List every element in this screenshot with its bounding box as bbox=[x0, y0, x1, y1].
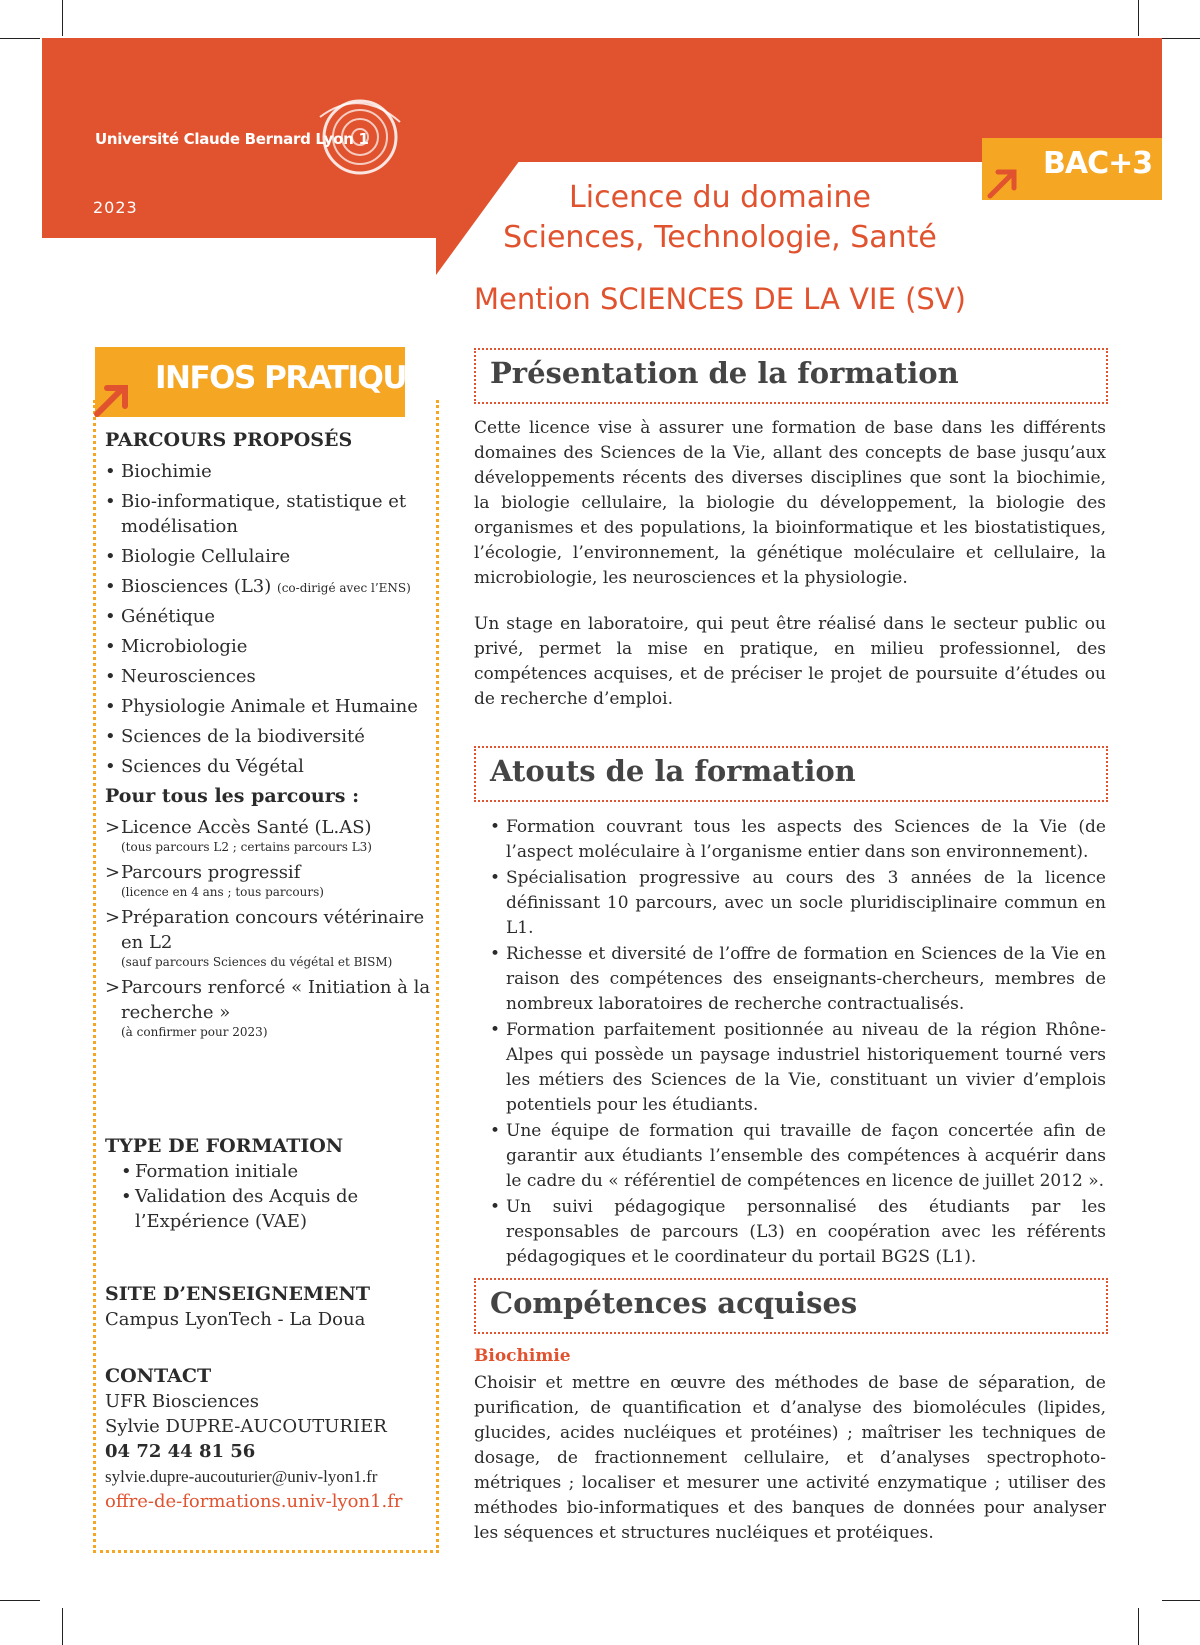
parcours-item: • Sciences du Végétal bbox=[105, 756, 304, 777]
site-value: Campus LyonTech - La Doua bbox=[105, 1309, 366, 1330]
competence-subheading: Biochimie bbox=[474, 1346, 571, 1366]
tous-item: > Préparation concours vétérinaire en L2 (sauf parcours Sciences du végétal et BISM) bbox=[105, 907, 425, 969]
parcours-item: • Biochimie bbox=[105, 461, 212, 482]
presentation-p1: Cette licence vise à assurer une formation de base dans les différents domaines des Sciences de la Vie, allant des concepts de base jusqu’aux développements récents des diverses disciplines que sont la biochimie, la biologie cellulaire, la biologie du développement, la biologie des organismes et des populations, la bioinformatique et les biostatistiques, l’écologie, l’environnement, la génétique moléculaire et cellulaire, la microbiologie, les neurosciences et la physiologie. bbox=[474, 418, 1106, 588]
contact-website-link[interactable]: offre-de-formations.univ-lyon1.fr bbox=[105, 1491, 403, 1512]
contact-heading: CONTACT bbox=[105, 1365, 212, 1387]
crop-mark bbox=[62, 1608, 63, 1645]
page-title-line2: Sciences, Technologie, Santé bbox=[503, 220, 937, 255]
bac-badge-label: BAC+3 bbox=[1043, 146, 1153, 181]
type-section bbox=[105, 1134, 440, 1234]
section-title: Compétences acquises bbox=[490, 1286, 858, 1320]
parcours-item: • Biosciences (L3) (co-dirigé avec l’ENS) bbox=[105, 576, 411, 597]
atout-item: • Un suivi pédagogique personnalisé des étudiants par les responsables de parcours (L3) en coopération avec les référents pédagogiques et le coordinateur du portail BG2S (L1). bbox=[490, 1195, 1106, 1270]
mention-title: Mention SCIENCES DE LA VIE (SV) bbox=[474, 282, 966, 316]
crop-mark bbox=[1162, 1600, 1200, 1601]
infos-content bbox=[105, 428, 440, 1045]
parcours-item: • Génétique bbox=[105, 606, 216, 627]
presentation-p2: Un stage en laboratoire, qui peut être réalisé dans le secteur public ou privé, permet la mise en pratique, en milieu professionnel, des compétences acquises, et de préciser le projet de poursuite d’études ou de recherche d’emploi. bbox=[474, 614, 1106, 709]
atout-item: • Spécialisation progressive au cours des 3 années de la licence définissant 10 parcours, avec un socle pluridisciplinaire commun en L1. bbox=[490, 866, 1106, 941]
crop-mark bbox=[1138, 1608, 1139, 1645]
parcours-list bbox=[105, 459, 440, 779]
year-label: 2023 bbox=[93, 198, 138, 217]
presentation-box bbox=[474, 348, 1108, 404]
contact-ufr: UFR Biosciences bbox=[105, 1391, 260, 1412]
parcours-item: • Sciences de la biodiversité bbox=[105, 726, 365, 747]
university-name: Université Claude Bernard Lyon 1 bbox=[95, 130, 369, 148]
site-heading: SITE D’ENSEIGNEMENT bbox=[105, 1283, 370, 1305]
atouts-box bbox=[474, 746, 1108, 802]
competence-text: Choisir et mettre en œuvre des méthodes de base de séparation, de purification, de quantification et d’analyse des biomolécules (lipides, glucides, acides nucléiques et protéines) ; maîtriser les techniques de dosage, de fractionnement cellulaire, et d’analyses spectrophoto-métriques ; localiser et mesurer une activité enzymatique ; utiliser des méthodes bio-informatiques et des banques de données pour analyser les séquences et structures nucléiques et protéiques. bbox=[474, 1373, 1106, 1543]
list-item: • Formation initiale bbox=[121, 1161, 299, 1182]
tous-item: > Parcours progressif (licence en 4 ans ; tous parcours) bbox=[105, 862, 324, 899]
atout-item: • Une équipe de formation qui travaille de façon concertée afin de garantir aux étudiants l’ensemble des compétences à acquérir dans le cadre du « référentiel de compétences en licence de juillet 2012 ». bbox=[490, 1119, 1106, 1194]
page-title-line1: Licence du domaine bbox=[569, 180, 871, 215]
parcours-item: • Physiologie Animale et Humaine bbox=[105, 696, 418, 717]
parcours-heading: PARCOURS PROPOSÉS bbox=[105, 429, 353, 451]
atout-item: • Formation parfaitement positionnée au niveau de la région Rhône-Alpes qui possède un paysage industriel historiquement tourné vers les métiers des Sciences de la Vie, constituant un vivier d’emplois potentiels pour les étudiants. bbox=[490, 1018, 1106, 1118]
infos-header-label: INFOS PRATIQUES bbox=[155, 360, 447, 396]
tous-list bbox=[105, 815, 440, 1039]
arrow-icon bbox=[93, 376, 137, 420]
section-title: Présentation de la formation bbox=[490, 356, 959, 390]
list-item: • Validation des Acquis de l’Expérience (VAE) bbox=[121, 1186, 359, 1232]
contact-name: Sylvie DUPRE-AUCOUTURIER bbox=[105, 1416, 387, 1437]
crop-mark bbox=[0, 1600, 40, 1601]
type-heading: TYPE DE FORMATION bbox=[105, 1135, 344, 1157]
tous-item: > Parcours renforcé « Initiation à la recherche » (à confirmer pour 2023) bbox=[105, 977, 431, 1039]
contact-section bbox=[105, 1364, 440, 1514]
atout-item: • Richesse et diversité de l’offre de formation en Sciences de la Vie en raison des compétences des enseignants-chercheurs, membres de nombreux laboratoires de recherche contractualisés. bbox=[490, 942, 1106, 1017]
parcours-item: • Neurosciences bbox=[105, 666, 256, 687]
section-title: Atouts de la formation bbox=[490, 754, 856, 788]
parcours-item: • Microbiologie bbox=[105, 636, 248, 657]
tous-heading: Pour tous les parcours : bbox=[105, 785, 360, 807]
atout-item: • Formation couvrant tous les aspects des Sciences de la Vie (de l’aspect moléculaire à l’organisme entier dans son environnement). bbox=[490, 815, 1106, 865]
parcours-item: • Biologie Cellulaire bbox=[105, 546, 291, 567]
contact-phone: 04 72 44 81 56 bbox=[105, 1441, 256, 1462]
tous-item: > Licence Accès Santé (L.AS) (tous parcours L2 ; certains parcours L3) bbox=[105, 817, 372, 854]
atouts-list bbox=[490, 815, 1106, 1271]
parcours-item: • Bio-informatique, statistique et modélisation bbox=[105, 491, 407, 537]
contact-email[interactable]: sylvie.dupre-aucouturier@univ-lyon1.fr bbox=[105, 1467, 378, 1486]
site-section bbox=[105, 1282, 440, 1332]
competences-box bbox=[474, 1278, 1108, 1334]
